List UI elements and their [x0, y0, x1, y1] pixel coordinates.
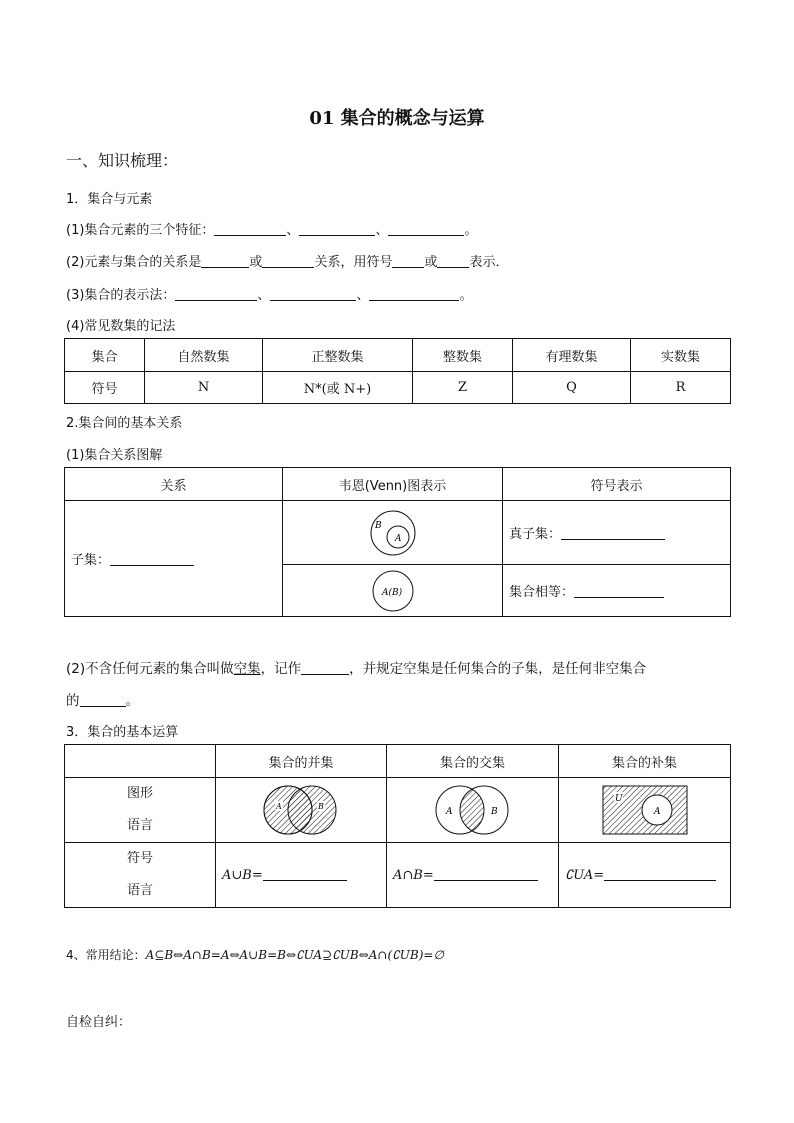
- blank: [301, 661, 349, 675]
- number-sets-table: [64, 338, 731, 404]
- table-cell: 实数集: [631, 339, 731, 372]
- proper-subset-cell: [503, 501, 731, 565]
- blank: [263, 867, 347, 881]
- operations-table: [64, 744, 731, 908]
- venn-label-a: A: [276, 802, 282, 811]
- label-line: 语言: [126, 883, 153, 898]
- blank: [80, 693, 126, 707]
- sep: 、: [257, 288, 271, 303]
- or: 或: [249, 255, 263, 270]
- table-cell: 集合: [65, 339, 145, 372]
- blank: [437, 254, 469, 268]
- table-cell: 关系: [65, 468, 283, 501]
- equal-cell: [503, 565, 731, 617]
- page-title: 01 集合的概念与运算: [309, 108, 485, 129]
- table-row: [65, 372, 731, 404]
- text: 。: [125, 693, 139, 709]
- subset-cell: [65, 501, 283, 617]
- text: ，并规定空集是任何集合的子集，是任何非空集合: [349, 661, 647, 677]
- line-representation: [66, 284, 472, 303]
- text: (2)不含任何元素的集合叫做: [66, 661, 234, 677]
- table-row: [65, 501, 731, 565]
- table-cell: Q: [513, 372, 631, 404]
- venn-proper-subset-diagram: [363, 508, 423, 558]
- section-heading-knowledge: 一、知识梳理：: [66, 151, 179, 170]
- mid: 关系，用符号: [314, 255, 393, 270]
- table-row: [65, 843, 731, 908]
- union-symbol-cell: [216, 843, 387, 908]
- complement-diagram-cell: [559, 778, 731, 843]
- proper-subset-label: 真子集：: [509, 527, 562, 542]
- term-empty-set: 空集: [233, 661, 261, 677]
- venn-proper-subset-cell: [283, 501, 503, 565]
- table-cell: N: [145, 372, 263, 404]
- table-cell: 集合的补集: [559, 745, 731, 778]
- blank: [574, 584, 664, 598]
- row-label-symbol: [65, 843, 216, 908]
- venn-label-b: B: [318, 802, 324, 811]
- venn-label-a: A: [445, 807, 452, 817]
- table-row: [65, 339, 731, 372]
- table-cell: 符号表示: [503, 468, 731, 501]
- label-line: 语言: [126, 818, 153, 833]
- union-diagram-cell: [216, 778, 387, 843]
- heading-basic-relations: 2.集合间的基本关系: [66, 416, 183, 431]
- union-expression: A∪B=: [222, 868, 263, 883]
- complement-symbol-cell: [559, 843, 731, 908]
- end: 。: [459, 288, 473, 303]
- table-cell: 集合的并集: [216, 745, 387, 778]
- conclusion-formula: A⊆B⇔A∩B=A⇔A∪B=B⇔∁UA⊇∁UB⇔A∩(∁UB)=∅: [145, 948, 444, 962]
- table-row: [65, 468, 731, 501]
- line-empty-set-2: [66, 689, 139, 709]
- text: 的: [66, 693, 80, 709]
- line-set-features: [66, 219, 477, 238]
- table-cell: 自然数集: [145, 339, 263, 372]
- blank: [299, 222, 375, 236]
- blank: [214, 222, 286, 236]
- venn-label-u: U: [614, 794, 623, 804]
- venn-label-b: B: [490, 807, 498, 817]
- venn-label-a: A: [394, 533, 401, 544]
- text: ，记作: [260, 661, 302, 677]
- sep: 、: [286, 223, 300, 238]
- venn-label-a: A: [653, 807, 660, 817]
- intersection-expression: A∩B=: [393, 868, 434, 883]
- venn-equal-cell: [283, 565, 503, 617]
- venn-label-ab: A(B): [381, 587, 402, 598]
- equal-label: 集合相等：: [509, 585, 575, 600]
- line-number-sets: (4)常见数集的记法: [66, 319, 176, 334]
- end: 。: [464, 223, 478, 238]
- self-check-heading: 自检自纠：: [66, 1015, 132, 1030]
- line-common-conclusions: [66, 946, 444, 963]
- table-cell: R: [631, 372, 731, 404]
- end: 表示．: [469, 255, 509, 270]
- blank: [561, 526, 665, 540]
- blank: [369, 287, 459, 301]
- venn-equal-diagram: [368, 568, 418, 614]
- table-cell: 符号: [65, 372, 145, 404]
- or: 或: [424, 255, 438, 270]
- table-row: [65, 778, 731, 843]
- subset-label: 子集：: [71, 553, 111, 568]
- conclusion-prefix: 4、常用结论：: [66, 948, 146, 962]
- blank: [270, 287, 356, 301]
- table-cell: Z: [413, 372, 513, 404]
- union-venn-diagram: [261, 784, 341, 836]
- table-row: [65, 745, 731, 778]
- table-cell: 正整数集: [263, 339, 413, 372]
- label-line: 符号: [126, 851, 153, 866]
- line-text: (1)集合元素的三个特征：: [66, 223, 215, 238]
- blank: [388, 222, 464, 236]
- table-cell: [65, 745, 216, 778]
- intersection-diagram-cell: [387, 778, 559, 843]
- venn-label-b: B: [374, 520, 382, 531]
- table-cell: N*(或 N+): [263, 372, 413, 404]
- row-label-graphic: [65, 778, 216, 843]
- table-cell: 集合的交集: [387, 745, 559, 778]
- sep: 、: [356, 288, 370, 303]
- line-relation-diagram: (1)集合关系图解: [66, 448, 163, 463]
- blank: [201, 254, 249, 268]
- sep: 、: [375, 223, 389, 238]
- blank: [604, 867, 716, 881]
- blank: [175, 287, 257, 301]
- heading-basic-operations: 3．集合的基本运算: [66, 725, 179, 740]
- blank: [262, 254, 314, 268]
- table-cell: 整数集: [413, 339, 513, 372]
- blank: [110, 552, 194, 566]
- table-cell: 韦恩(Venn)图表示: [283, 468, 503, 501]
- line-empty-set-1: [66, 657, 646, 677]
- line-text: (2)元素与集合的关系是: [66, 255, 202, 270]
- table-cell: 有理数集: [513, 339, 631, 372]
- complement-venn-diagram: [602, 784, 688, 836]
- intersection-venn-diagram: [433, 784, 513, 836]
- intersection-symbol-cell: [387, 843, 559, 908]
- blank: [392, 254, 424, 268]
- blank: [434, 867, 538, 881]
- complement-expression: ∁UA=: [565, 868, 605, 883]
- label-line: 图形: [126, 786, 153, 801]
- relation-table: [64, 467, 731, 617]
- line-text: (3)集合的表示法：: [66, 288, 176, 303]
- heading-set-and-element: 1．集合与元素: [66, 192, 153, 207]
- line-element-relation: [66, 251, 508, 270]
